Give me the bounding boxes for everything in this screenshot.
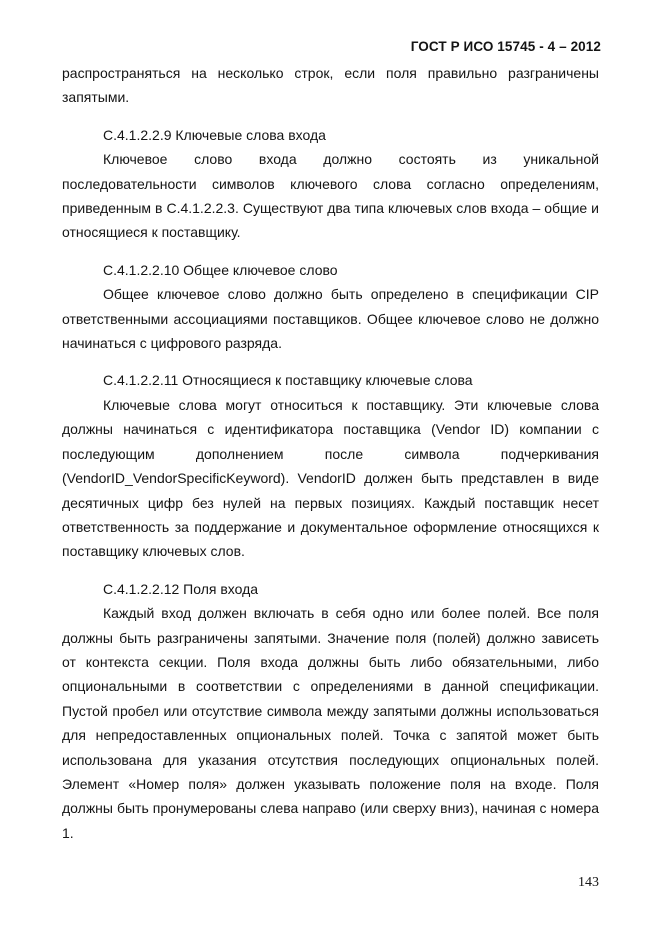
document-header: ГОСТ Р ИСО 15745 - 4 – 2012 [410, 39, 601, 54]
paragraph-entry-keywords: Ключевое слово входа должно состоять из уникальной последовательности символов ключевого слова согласно определениям, приведенным в C.4.1.2.2.3. Существуют два типа ключевых слов входа – общие и относящиеся к поставщику. [62, 151, 599, 241]
section-heading-c4122-11: C.4.1.2.2.11 Относящиеся к поставщику ключевые слова [103, 372, 473, 389]
paragraph-vendor-keywords: Ключевые слова могут относиться к поставщику. Эти ключевые слова должны начинаться с идентификатора поставщика (Vendor ID) компании с последующим дополнением после символа подчеркивания (VendorID_VendorSpecificKeyword). VendorID должен быть представлен в виде десятичных цифр без нулей на первых позициях. Каждый поставщик несет ответственность за поддержание и документальное оформление относящихся к поставщику ключевых слов. [62, 396, 599, 560]
document-body [62, 61, 599, 845]
section-heading-c4122-12: C.4.1.2.2.12 Поля входа [103, 580, 259, 597]
paragraph-entry-fields: Каждый вход должен включать в себя одно или более полей. Все поля должны быть разграничены запятыми. Значение поля (полей) должно зависеть от контекста секции. Поля входа должны быть либо обязательными, либо опциональными в соответствии с определениями в данной спецификации. Пустой пробел или отсутствие символа между запятыми должны использоваться для непредоставленных опциональных полей. Точка с запятой может быть использована для указания отсутствия последующих опциональных полей. Элемент «Номер поля» должен указывать положение поля на входе. Поля должны быть пронумерованы слева направо (или сверху вниз), начиная с номера 1. [62, 605, 599, 841]
section-heading-c4122-9: C.4.1.2.2.9 Ключевые слова входа [103, 126, 326, 143]
paragraph-continuation: распространяться на несколько строк, если поля правильно разграничены запятыми. [62, 65, 599, 106]
page-number: 143 [578, 875, 599, 890]
section-heading-c4122-10: C.4.1.2.2.10 Общее ключевое слово [103, 261, 338, 278]
paragraph-common-keyword: Общее ключевое слово должно быть определено в спецификации CIP ответственными ассоциациями поставщиков. Общее ключевое слово не должно начинаться с цифрового разряда. [62, 286, 599, 352]
